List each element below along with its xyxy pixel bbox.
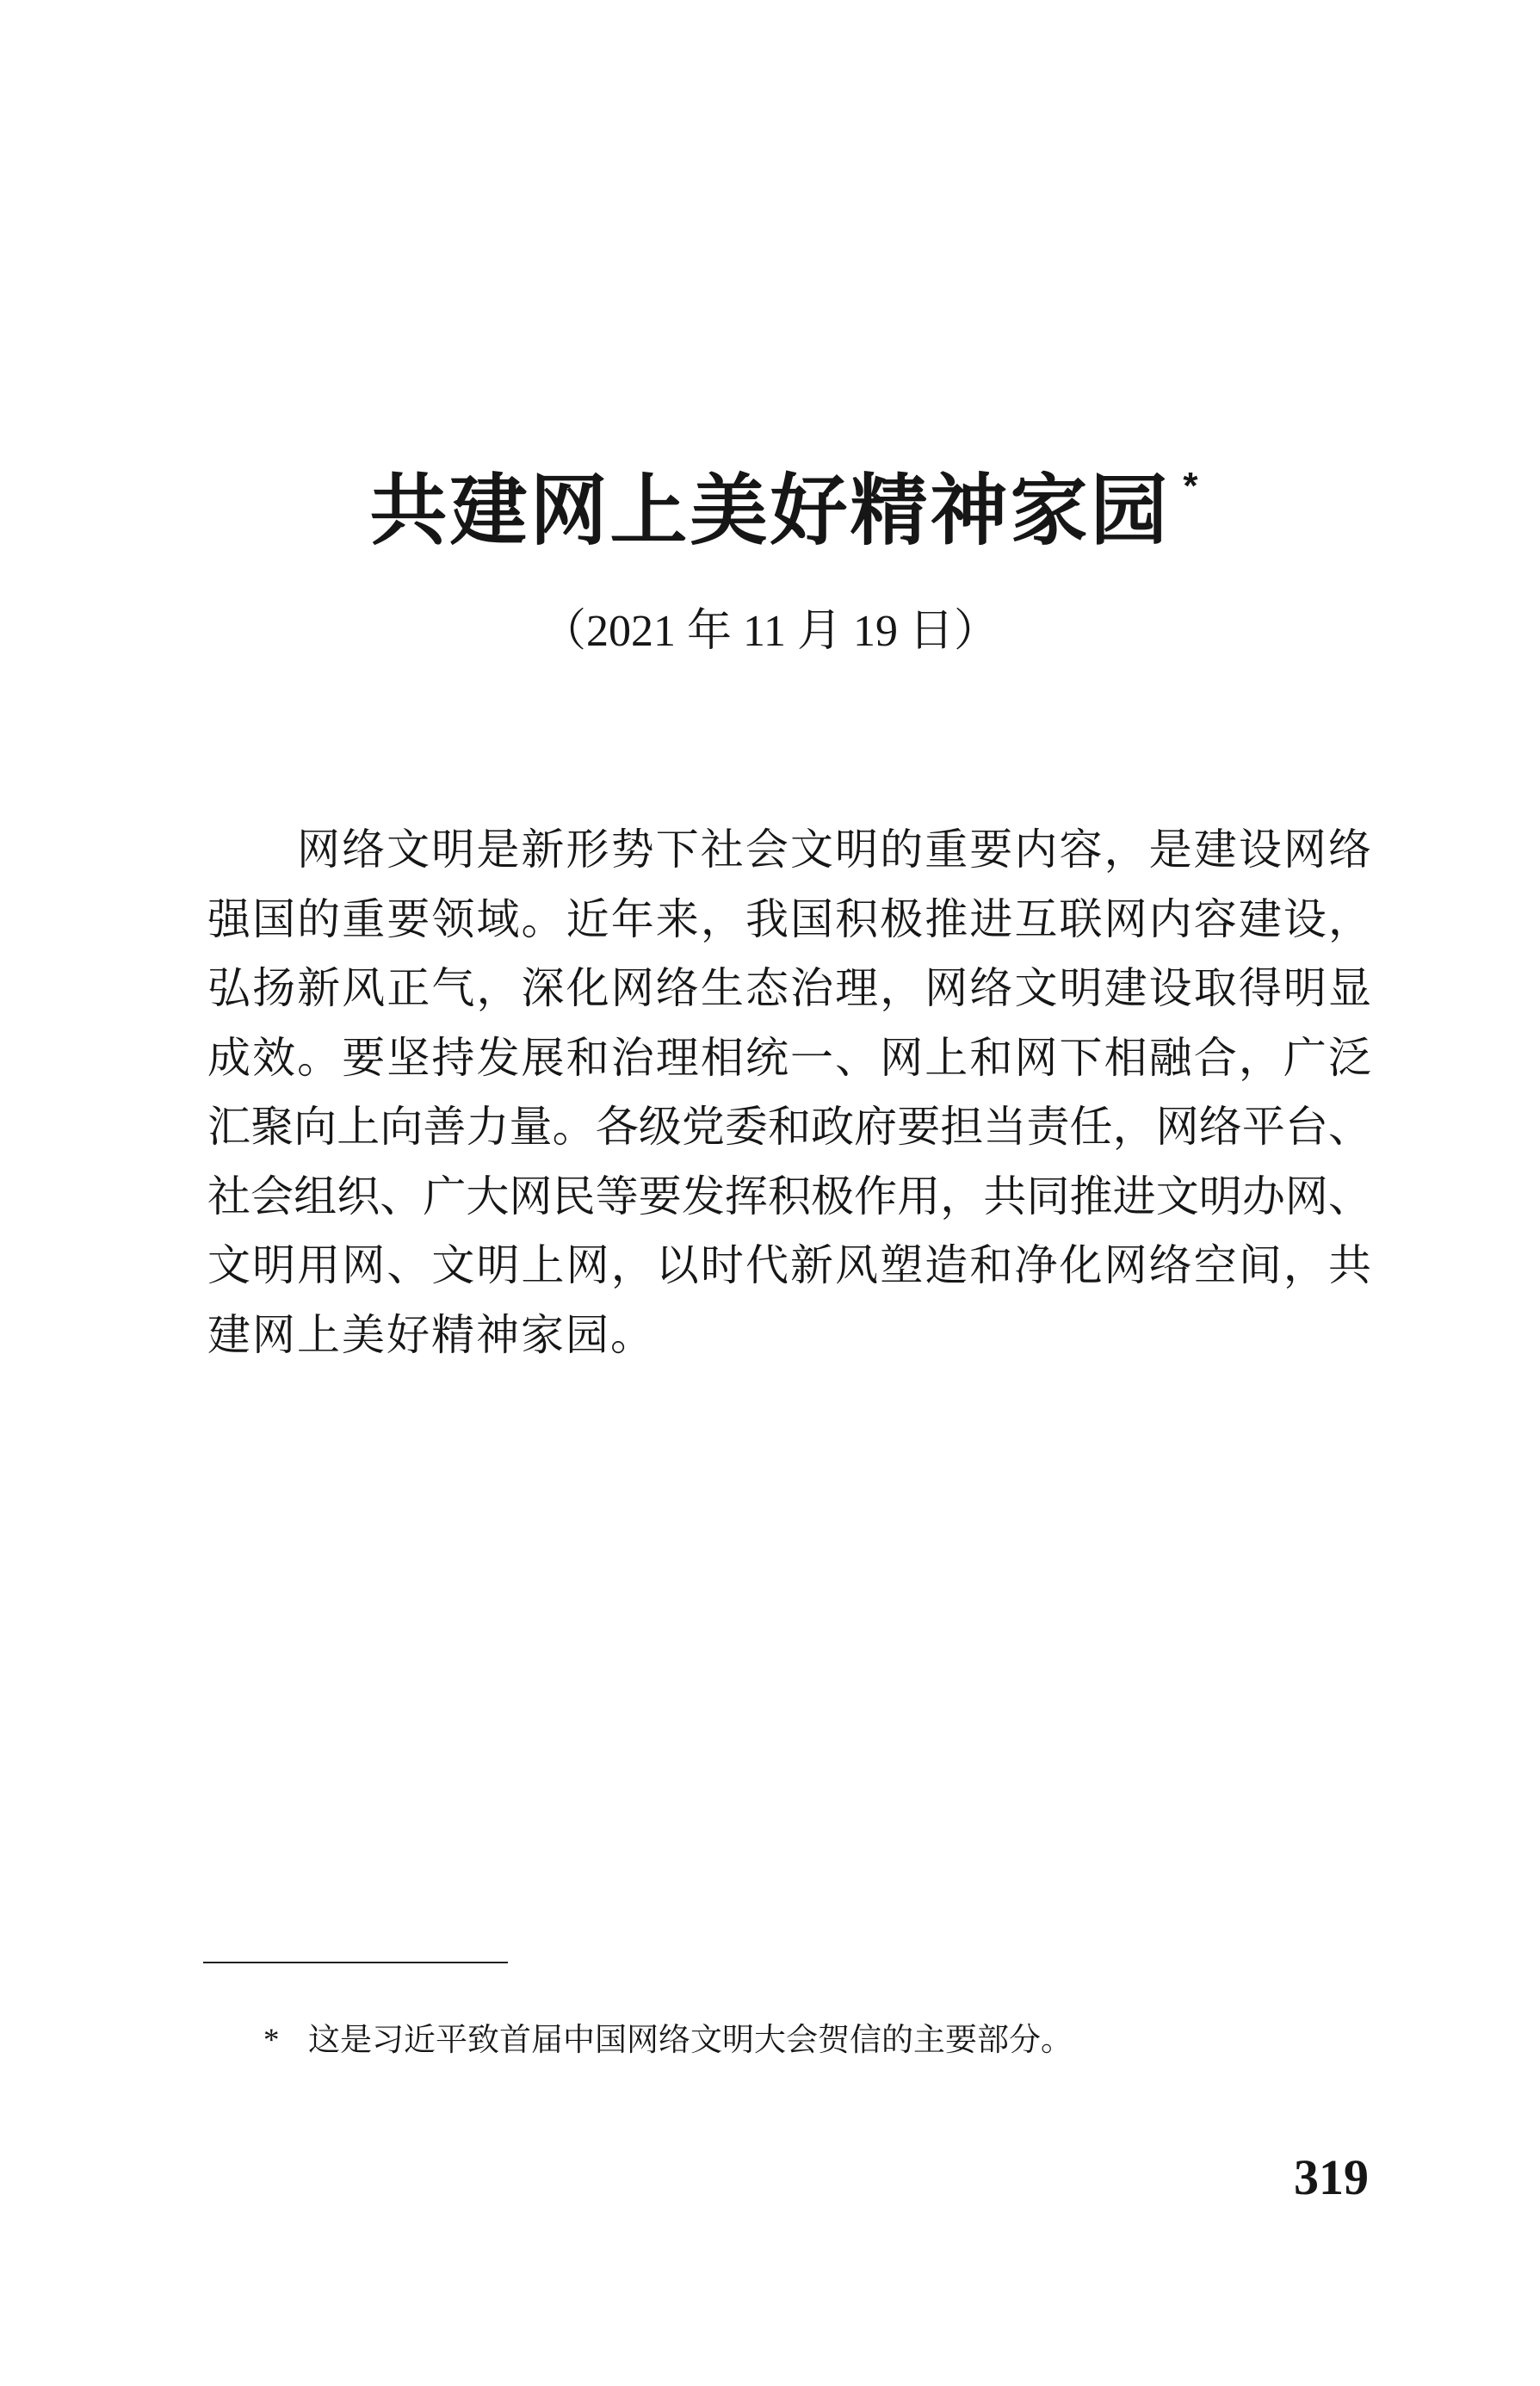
paragraph-line-text: 成效。要坚持发展和治理相统一、网上和网下相融合，广泛 (207, 1033, 1374, 1082)
paragraph-line-text: 网络文明是新形势下社会文明的重要内容，是建设网络 (297, 825, 1374, 874)
paragraph-line (207, 1231, 1374, 1301)
body-paragraph (207, 815, 1374, 1369)
footnote (263, 2019, 1073, 2062)
paragraph-line (207, 1023, 1374, 1093)
paragraph-line-text: 建网上美好精神家园。 (207, 1310, 655, 1359)
paragraph-line-text: 弘扬新风正气，深化网络生态治理，网络文明建设取得明显 (207, 964, 1374, 1012)
paragraph-line (207, 815, 1374, 885)
page-title-text: 共建网上美好精神家园 (369, 468, 1171, 554)
paragraph-line-text: 汇聚向上向善力量。各级党委和政府要担当责任，网络平台、 (207, 1103, 1372, 1151)
footnote-separator (203, 1962, 508, 1963)
paragraph-line-text: 文明用网、文明上网，以时代新风塑造和净化网络空间，共 (207, 1241, 1374, 1289)
title-footnote-mark: * (1183, 465, 1198, 507)
paragraph-line (207, 1301, 1371, 1370)
date-line: （2021 年 11 月 19 日） (541, 607, 999, 656)
page-title-group (369, 464, 1198, 559)
paragraph-line (207, 885, 1374, 955)
paragraph-line-text: 强国的重要领域。近年来，我国积极推进互联网内容建设， (207, 894, 1374, 943)
paragraph-line (207, 1162, 1371, 1232)
footnote-text: 这是习近平致首届中国网络文明大会贺信的主要部分。 (308, 2023, 1073, 2058)
page-number: 319 (1294, 2149, 1369, 2205)
paragraph-line (207, 1092, 1371, 1162)
paragraph-line-text: 社会组织、广大网民等要发挥积极作用，共同推进文明办网、 (207, 1171, 1372, 1221)
page-title (0, 464, 1540, 559)
paragraph-line (207, 954, 1374, 1023)
footnote-mark: * (263, 2023, 280, 2058)
